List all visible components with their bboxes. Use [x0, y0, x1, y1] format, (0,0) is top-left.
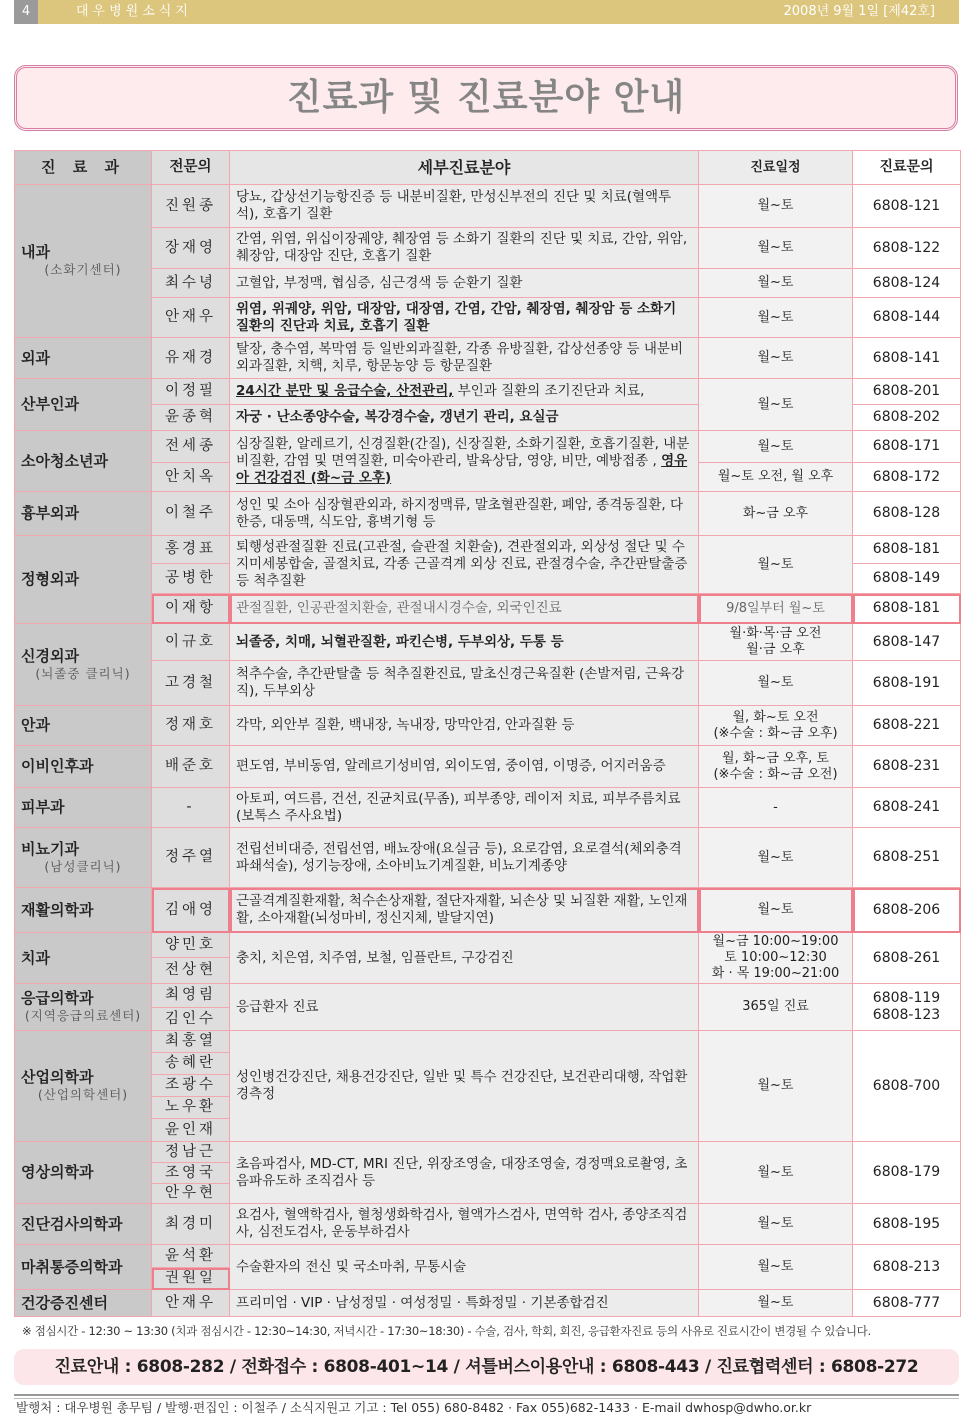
- table-row: [15, 661, 961, 706]
- department-subtitle: (지역응급의료센터): [24, 1008, 142, 1023]
- doctor-name: 정남근: [152, 1142, 230, 1163]
- contact-cell: 6808-141: [853, 338, 961, 379]
- department-cell: [15, 788, 152, 828]
- department-cell: [15, 984, 152, 1031]
- detail-cell: [230, 1204, 699, 1245]
- contact-cell: 6808-241: [853, 788, 961, 828]
- department-cell: [15, 1142, 152, 1204]
- department-name: 내과: [21, 243, 50, 261]
- department-name: 소아청소년과: [21, 451, 108, 470]
- schedule-cell: 월~토: [699, 431, 853, 463]
- detail-text: 관절질환, 인공관절치환술, 관절내시경수술, 외국인진료: [236, 600, 562, 616]
- doctor-name: 양민호: [152, 933, 230, 958]
- publication-name: 대우병원소식지: [76, 4, 192, 19]
- schedule-cell: 월~토: [699, 228, 853, 269]
- contact-cell: 6808-124: [853, 269, 961, 298]
- contact-cell: 6808-144: [853, 298, 961, 338]
- doctor-name: 이재항: [152, 594, 230, 624]
- schedule-cell: 월~토: [699, 1290, 853, 1317]
- detail-cell: [230, 185, 699, 228]
- doctor-name: 김인수: [152, 1008, 230, 1031]
- schedule-cell: 월·화·목·금 오전 월·금 오후: [699, 624, 853, 661]
- department-name: 진단검사의학과: [21, 1214, 123, 1233]
- detail-cell: [230, 298, 699, 338]
- detail-text: 뇌졸중, 치매, 뇌혈관질환, 파킨슨병, 두부외상, 두통 등: [236, 633, 564, 650]
- table-row: [15, 888, 961, 933]
- doctor-name: 안재우: [152, 1290, 230, 1317]
- contact-cell: 6808-122: [853, 228, 961, 269]
- contact-cell: 6808-251: [853, 828, 961, 888]
- table-row: [15, 269, 961, 298]
- doctor-name: 공병한: [152, 564, 230, 594]
- col-header-contact: 진료문의: [853, 151, 961, 185]
- schedule-cell: 월~토: [699, 888, 853, 933]
- detail-cell: [230, 536, 699, 594]
- doctor-name: 최경미: [152, 1204, 230, 1245]
- table-row: [15, 379, 961, 405]
- doctor-name: 노우환: [152, 1097, 230, 1119]
- detail-cell: [230, 405, 699, 431]
- detail-cell: [230, 269, 699, 298]
- schedule-cell: 월~토: [699, 379, 853, 431]
- schedule-cell: 월~토: [699, 298, 853, 338]
- doctor-name: 최수녕: [152, 269, 230, 298]
- detail-text: 고혈압, 부정맥, 협심증, 심근경색 등 순환기 질환: [236, 274, 523, 291]
- detail-cell: [230, 338, 699, 379]
- department-cell: [15, 888, 152, 933]
- doctor-name: 고경철: [152, 661, 230, 706]
- detail-text: 간염, 위염, 위십이장궤양, 췌장염 등 소화기 질환의 진단 및 치료, 간암, 위암, 췌장암, 대장암 진단, 호흡기 질환: [236, 231, 688, 264]
- detail-cell: [230, 661, 699, 706]
- schedule-cell: 월, 화~토 오전 (※수술 : 화~금 오후): [699, 706, 853, 746]
- detail-text: 요검사, 혈액학검사, 혈청생화학검사, 혈액가스검사, 면역학 검사, 종양조직검사, 심전도검사, 운동부하검사: [236, 1207, 688, 1240]
- doctor-name: 이정필: [152, 379, 230, 405]
- table-row: [15, 706, 961, 746]
- department-cell: [15, 492, 152, 536]
- detail-text: 충치, 치은염, 치주염, 보철, 임플란트, 구강검진: [236, 949, 514, 966]
- doctor-name: 안재우: [152, 298, 230, 338]
- contact-cell: 6808-201: [853, 379, 961, 405]
- table-row: [15, 933, 961, 958]
- table-row: [15, 746, 961, 788]
- doctor-name: 안치옥: [152, 463, 230, 492]
- department-subtitle: (산업의학센터): [37, 1087, 129, 1102]
- schedule-cell: 월~토: [699, 269, 853, 298]
- contact-cell: 6808-147: [853, 624, 961, 661]
- contact-cell: 6808-179: [853, 1142, 961, 1204]
- table-row: [15, 984, 961, 1008]
- doctor-name: 윤석환: [152, 1245, 230, 1268]
- department-table: [14, 150, 961, 1317]
- department-cell: [15, 1290, 152, 1317]
- doctor-name: 최홍열: [152, 1031, 230, 1053]
- detail-text: 척추수술, 추간판탈출 등 척추질환진료, 말초신경근육질환 (손발저림, 근육강직), 두부외상: [236, 666, 685, 699]
- detail-cell: [230, 1142, 699, 1204]
- department-cell: [15, 536, 152, 624]
- table-row: [15, 1031, 961, 1053]
- table-row: [15, 828, 961, 888]
- detail-cell: [230, 431, 699, 492]
- schedule-cell: 월~토: [699, 1204, 853, 1245]
- department-cell: [15, 706, 152, 746]
- contact-cell: 6808-777: [853, 1290, 961, 1317]
- detail-cell: [230, 1290, 699, 1317]
- page-title: 진료과 및 진료분야 안내: [286, 77, 686, 118]
- schedule-cell: 월~토: [699, 661, 853, 706]
- department-cell: [15, 933, 152, 984]
- department-name: 외과: [21, 348, 50, 367]
- doctor-name: 안우현: [152, 1184, 230, 1204]
- doctor-name: 이규호: [152, 624, 230, 661]
- doctor-name: 홍경표: [152, 536, 230, 564]
- doctor-name: 정재호: [152, 706, 230, 746]
- contact-cell: 6808-181: [853, 536, 961, 564]
- doctor-name: 권원일: [152, 1268, 230, 1290]
- department-cell: [15, 1245, 152, 1290]
- schedule-cell: 월, 화~금 오후, 토 (※수술 : 화~금 오전): [699, 746, 853, 788]
- detail-cell: [230, 624, 699, 661]
- department-cell: [15, 746, 152, 788]
- table-row: [15, 536, 961, 564]
- detail-text: 각막, 외안부 질환, 백내장, 녹내장, 망막안검, 안과질환 등: [236, 717, 575, 733]
- doctor-name: 정주열: [152, 828, 230, 888]
- table-row: [15, 594, 961, 624]
- detail-cell: [230, 594, 699, 624]
- department-cell: [15, 185, 152, 338]
- schedule-cell: 월~토: [699, 185, 853, 228]
- contact-cell: 6808-149: [853, 564, 961, 594]
- department-name: 피부과: [21, 798, 65, 816]
- lunch-time-note: ※ 점심시간 - 12:30 ~ 13:30 (치과 점심시간 - 12:30~14:30, 저녁시간 - 17:30~18:30) - 수술, 검사, 학회, 회진, 응급환자진료 등의 사유로 진료시간이 변경될 수 있습니다.: [22, 1324, 871, 1338]
- schedule-cell: 월~토: [699, 828, 853, 888]
- doctor-name: 이철주: [152, 492, 230, 536]
- contact-cell: 6808-195: [853, 1204, 961, 1245]
- department-cell: [15, 1204, 152, 1245]
- detail-text: 전립선비대증, 전립선염, 배뇨장애(요실금 등), 요로감염, 요로결석(체외충격파쇄석술), 성기능장애, 소아비뇨기계질환, 비뇨기계종양: [236, 840, 682, 874]
- contact-cell: 6808-191: [853, 661, 961, 706]
- contact-cell: 6808-700: [853, 1031, 961, 1142]
- detail-text: 편도염, 부비동염, 알레르기성비염, 외이도염, 중이염, 이명증, 어지러움증: [236, 758, 666, 774]
- detail-cell: [230, 379, 699, 405]
- doctor-name: 진원종: [152, 185, 230, 228]
- table-row: [15, 624, 961, 661]
- department-cell: [15, 379, 152, 431]
- department-subtitle: (뇌졸중 클리닉): [35, 665, 131, 681]
- detail-cell: [230, 1245, 699, 1290]
- detail-text: 프리미엄 · VIP · 남성정밀 · 여성정밀 · 특화정밀 · 기본종합검진: [236, 1294, 609, 1311]
- page-number: 4: [14, 0, 38, 24]
- doctor-name: 김애영: [152, 888, 230, 933]
- detail-cell: [230, 492, 699, 536]
- table-row: [15, 185, 961, 228]
- table-row: [15, 1245, 961, 1268]
- doctor-name: -: [152, 788, 230, 828]
- issue-date: 2008년 9월 1일 [제42호]: [783, 4, 935, 19]
- doctor-name: 유재경: [152, 338, 230, 379]
- contact-cell: 6808-231: [853, 746, 961, 788]
- detail-text: 위염, 위궤양, 위암, 대장암, 대장염, 간염, 간암, 췌장염, 췌장암 등 소화기 질환의 진단과 치료, 호흡기 질환: [236, 300, 677, 334]
- detail-text: 성인 및 소아 심장혈관외과, 하지정맥류, 말초혈관질환, 폐암, 종격동질환, 다한증, 대동맥, 식도암, 흉벽기형 등: [236, 496, 684, 530]
- detail-text: 탈장, 충수염, 복막염 등 일반외과질환, 각종 유방질환, 갑상선종양 등 내분비외과질환, 치핵, 치루, 항문농양 등 항문질환: [236, 341, 684, 374]
- department-name: 마취통증의학과: [21, 1257, 123, 1276]
- doctor-name: 전상현: [152, 958, 230, 984]
- schedule-cell: 화~금 오후: [699, 492, 853, 536]
- contact-cell: 6808-202: [853, 405, 961, 431]
- department-name: 산부인과: [21, 395, 79, 413]
- department-name: 정형외과: [21, 570, 79, 588]
- table-row: [15, 228, 961, 269]
- department-subtitle: (소화기센터): [44, 262, 122, 277]
- table-header-row: [15, 151, 961, 185]
- doctor-name: 전세종: [152, 431, 230, 463]
- schedule-cell: 365일 진료: [699, 984, 853, 1031]
- schedule-cell: 월~금 10:00~19:00 토 10:00~12:30 화 · 목 19:00~21:00: [699, 933, 853, 984]
- contact-cell: 6808-172: [853, 463, 961, 492]
- contact-cell: 6808-119 6808-123: [853, 984, 961, 1031]
- table-row: [15, 788, 961, 828]
- schedule-cell: 9/8일부터 월~토: [699, 594, 853, 624]
- department-cell: [15, 431, 152, 492]
- detail-text: 자궁 · 난소종양수술, 복강경수술, 갱년기 관리, 요실금: [236, 409, 559, 425]
- contact-cell: 6808-181: [853, 594, 961, 624]
- publisher-footer: 발행처 : 대우병원 총무팀 / 발행·편집인 : 이철주 / 소식지원고 기고 : Tel 055) 680-8482 · Fax 055)682-1433 · E-mail dwhosp@dwho.or.kr: [16, 1400, 812, 1415]
- col-header-details: 세부진료분야: [230, 151, 699, 185]
- detail-text: 당뇨, 갑상선기능항진증 등 내분비질환, 만성신부전의 진단 및 치료(혈액투석), 호흡기 질환: [236, 189, 672, 222]
- detail-text: 성인병건강진단, 채용건강진단, 일반 및 특수 건강진단, 보건관리대행, 작업환경측정: [236, 1069, 688, 1102]
- table-row: [15, 431, 961, 463]
- doctor-name: 배준호: [152, 746, 230, 788]
- schedule-cell: 월~토: [699, 1245, 853, 1290]
- contact-cell: 6808-221: [853, 706, 961, 746]
- department-cell: [15, 624, 152, 706]
- detail-text: 근골격계질환재활, 척수손상재활, 절단자재활, 뇌손상 및 뇌질환 재활, 노인재활, 소아재활(뇌성마비, 정신지체, 발달지연): [236, 893, 688, 926]
- department-cell: [15, 1031, 152, 1142]
- department-name: 이비인후과: [21, 757, 94, 775]
- department-name: 안과: [21, 716, 50, 734]
- detail-text: 심장질환, 알레르기, 신경질환(간질), 신장질환, 소화기질환, 호흡기질환, 내분비질환, 감염 및 면역질환, 미숙아관리, 발육상담, 영양, 비만, 예방접종 ,: [236, 435, 690, 469]
- schedule-cell: -: [699, 788, 853, 828]
- detail-text: 초음파검사, MD-CT, MRI 진단, 위장조영술, 대장조영술, 경정맥요로촬영, 초음파유도하 조직검사 등: [236, 1155, 688, 1189]
- detail-text: 응급환자 진료: [236, 998, 319, 1015]
- col-header-doctor: 전문의: [152, 151, 230, 185]
- detail-text: 퇴행성관절질환 진료(고관절, 슬관절 치환술), 견관절외과, 외상성 절단 및 수지미세봉합술, 골절치료, 각종 근골격계 외상 진료, 관절경수술, 추간판탈출증 등 척추질환: [236, 539, 688, 589]
- detail-cell: [230, 788, 699, 828]
- title-box: [14, 65, 958, 131]
- department-name: 흉부외과: [21, 504, 79, 522]
- detail-cell: [230, 888, 699, 933]
- page-header-bar: [14, 0, 959, 24]
- contact-cell: 6808-213: [853, 1245, 961, 1290]
- doctor-name: 조영국: [152, 1163, 230, 1184]
- department-cell: [15, 828, 152, 888]
- detail-cell: [230, 706, 699, 746]
- col-header-department: 진 료 과: [15, 151, 152, 185]
- table-row: [15, 492, 961, 536]
- detail-cell: [230, 746, 699, 788]
- doctor-name: 윤종혁: [152, 405, 230, 431]
- department-name: 치과: [21, 948, 50, 967]
- schedule-cell: 월~토: [699, 338, 853, 379]
- table-row: [15, 298, 961, 338]
- contact-info-bar: 진료안내 : 6808-282 / 전화접수 : 6808-401~14 / 셔틀버스이용안내 : 6808-443 / 진료협력센터 : 6808-272: [14, 1349, 959, 1385]
- detail-cell: [230, 933, 699, 984]
- detail-cell: [230, 228, 699, 269]
- department-cell: [15, 338, 152, 379]
- department-name: 재활의학과: [21, 900, 94, 919]
- table-row: [15, 1142, 961, 1163]
- contact-cell: 6808-206: [853, 888, 961, 933]
- department-subtitle: (남성클리닉): [44, 858, 122, 874]
- col-header-schedule: 진료일정: [699, 151, 853, 185]
- contact-cell: 6808-128: [853, 492, 961, 536]
- doctor-name: 조광수: [152, 1075, 230, 1097]
- department-name: 신경외과: [21, 646, 79, 665]
- doctor-name: 송혜란: [152, 1053, 230, 1075]
- schedule-cell: 월~토 오전, 월 오후: [699, 463, 853, 492]
- department-name: 산업의학과: [21, 1068, 94, 1086]
- detail-text-post: 부인과 질환의 조기진단과 치료,: [453, 383, 645, 399]
- detail-text: 수술환자의 전신 및 국소마취, 무통시술: [236, 1258, 467, 1275]
- department-name: 건강증진센터: [21, 1293, 108, 1312]
- table-row: [15, 1290, 961, 1317]
- table-row: [15, 338, 961, 379]
- contact-cell: 6808-121: [853, 185, 961, 228]
- detail-text: 아토피, 여드름, 건선, 진균치료(무좀), 피부종양, 레이저 치료, 피부주름치료(보톡스 주사요법): [236, 790, 681, 824]
- detail-cell: [230, 1031, 699, 1142]
- department-name: 응급의학과: [21, 989, 94, 1007]
- detail-cell: [230, 828, 699, 888]
- doctor-name: 윤인재: [152, 1119, 230, 1142]
- detail-cell: [230, 984, 699, 1031]
- doctor-name: 최영림: [152, 984, 230, 1008]
- detail-highlight-text: 영유아 건강검진 (화~금 오후): [236, 452, 688, 486]
- schedule-cell: 월~토: [699, 1031, 853, 1142]
- detail-highlight-text: 24시간 분만 및 응급수술, 산전관리,: [236, 383, 454, 399]
- schedule-cell: 월~토: [699, 1142, 853, 1204]
- schedule-cell: 월~토: [699, 536, 853, 594]
- contact-cell: 6808-171: [853, 431, 961, 463]
- department-name: 비뇨기과: [21, 839, 79, 858]
- table-row: [15, 1204, 961, 1245]
- contact-cell: 6808-261: [853, 933, 961, 984]
- department-name: 영상의학과: [21, 1163, 94, 1181]
- doctor-name: 장재영: [152, 228, 230, 269]
